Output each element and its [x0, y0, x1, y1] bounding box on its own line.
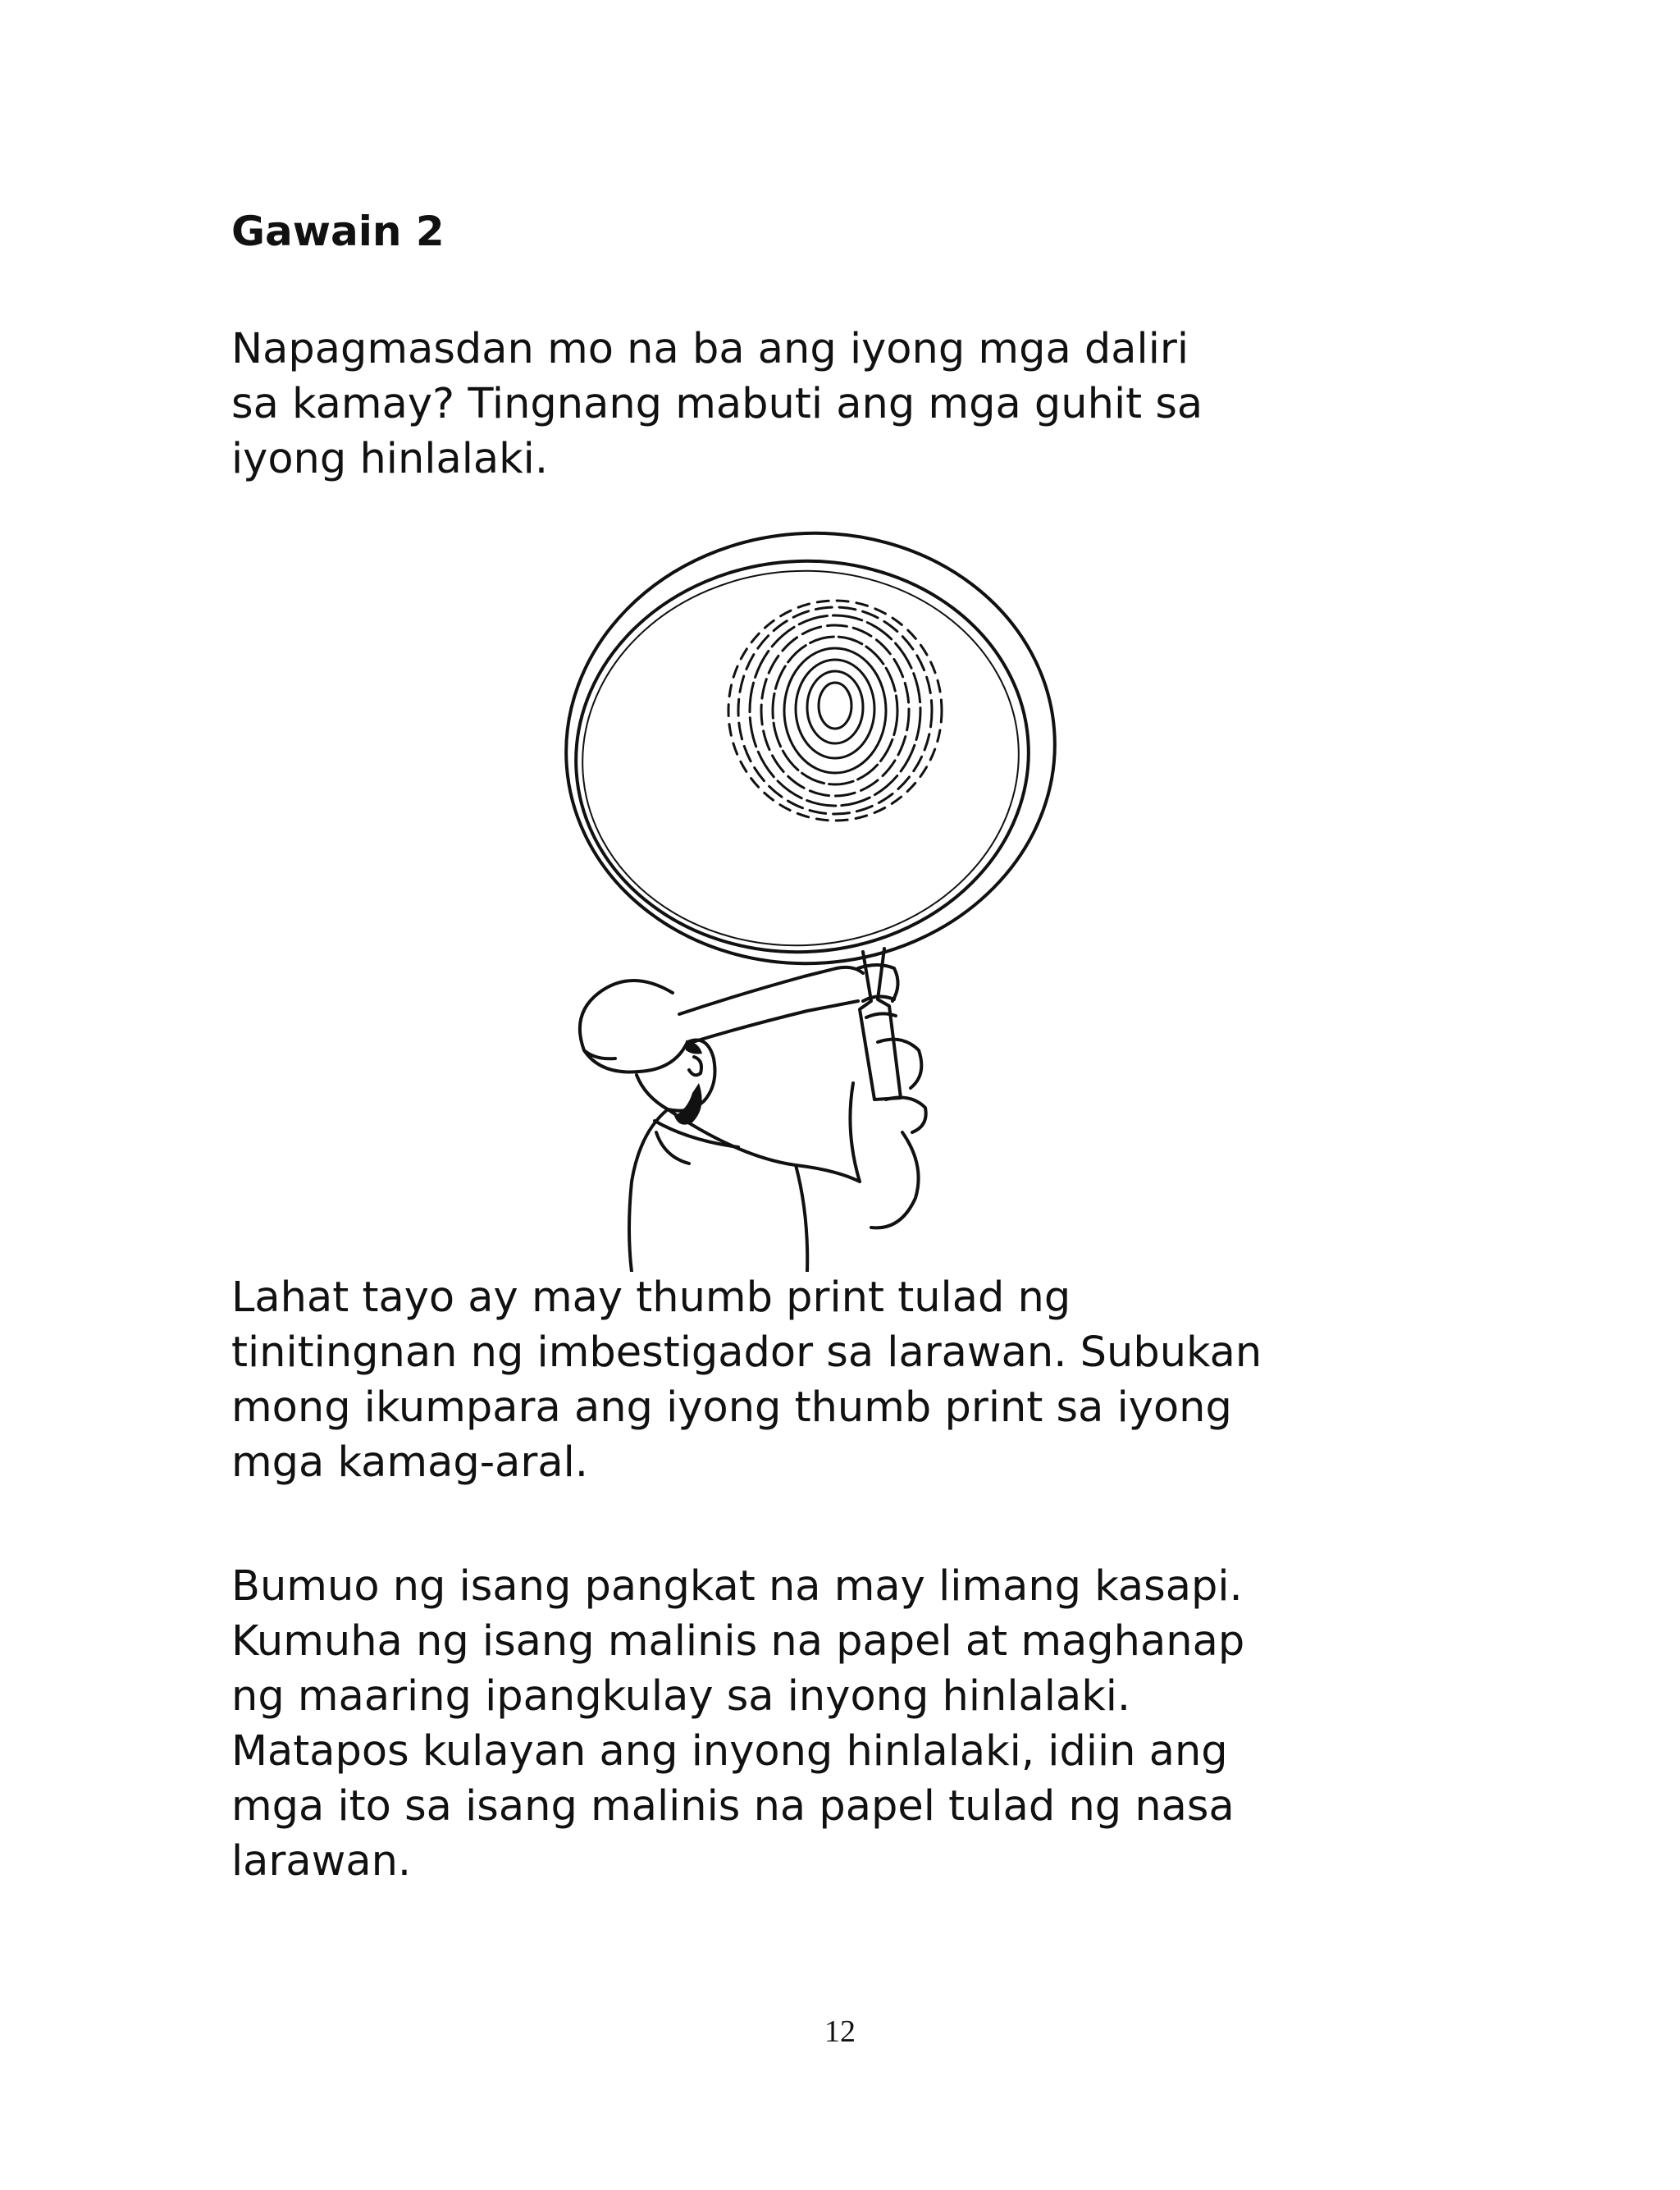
text-line: larawan.: [231, 1837, 412, 1886]
text-line: Bumuo ng isang pangkat na may limang kasapi.: [231, 1562, 1243, 1611]
text-line: ng maaring ipangkulay sa inyong hinlalaki.: [231, 1672, 1131, 1721]
beard-shape: [674, 1083, 702, 1125]
page-number: 12: [824, 2014, 856, 2049]
text-line: mga kamag-aral.: [231, 1438, 588, 1487]
text-line: Matapos kulayan ang inyong hinlalaki, idiin ang: [231, 1727, 1228, 1776]
instructions-paragraph: [231, 1559, 1380, 1889]
investigator-icon: [580, 965, 926, 1272]
intro-paragraph: [231, 322, 1380, 487]
text-line: mga ito sa isang malinis na papel tulad ng nasa: [231, 1782, 1235, 1831]
text-line: mong ikumpara ang iyong thumb print sa iyong: [231, 1383, 1232, 1432]
activity-heading: Gawain 2: [231, 208, 445, 255]
text-line: Lahat tayo ay may thumb print tulad ng: [231, 1273, 1071, 1322]
text-line: iyong hinlalaki.: [231, 435, 549, 483]
text-line: sa kamay? Tingnang mabuti ang mga guhit sa: [231, 380, 1203, 428]
thumbprint-paragraph: [231, 1270, 1380, 1490]
text-line: tinitingnan ng imbestigador sa larawan. Subukan: [231, 1328, 1262, 1377]
text-line: Napagmasdan mo na ba ang iyong mga daliri: [231, 325, 1189, 373]
text-line: Kumuha ng isang malinis na papel at maghanap: [231, 1617, 1245, 1666]
investigator-illustration: [492, 509, 1230, 1272]
magnifying-glass-icon: [551, 517, 1069, 1100]
fingerprint-icon: [728, 601, 942, 821]
